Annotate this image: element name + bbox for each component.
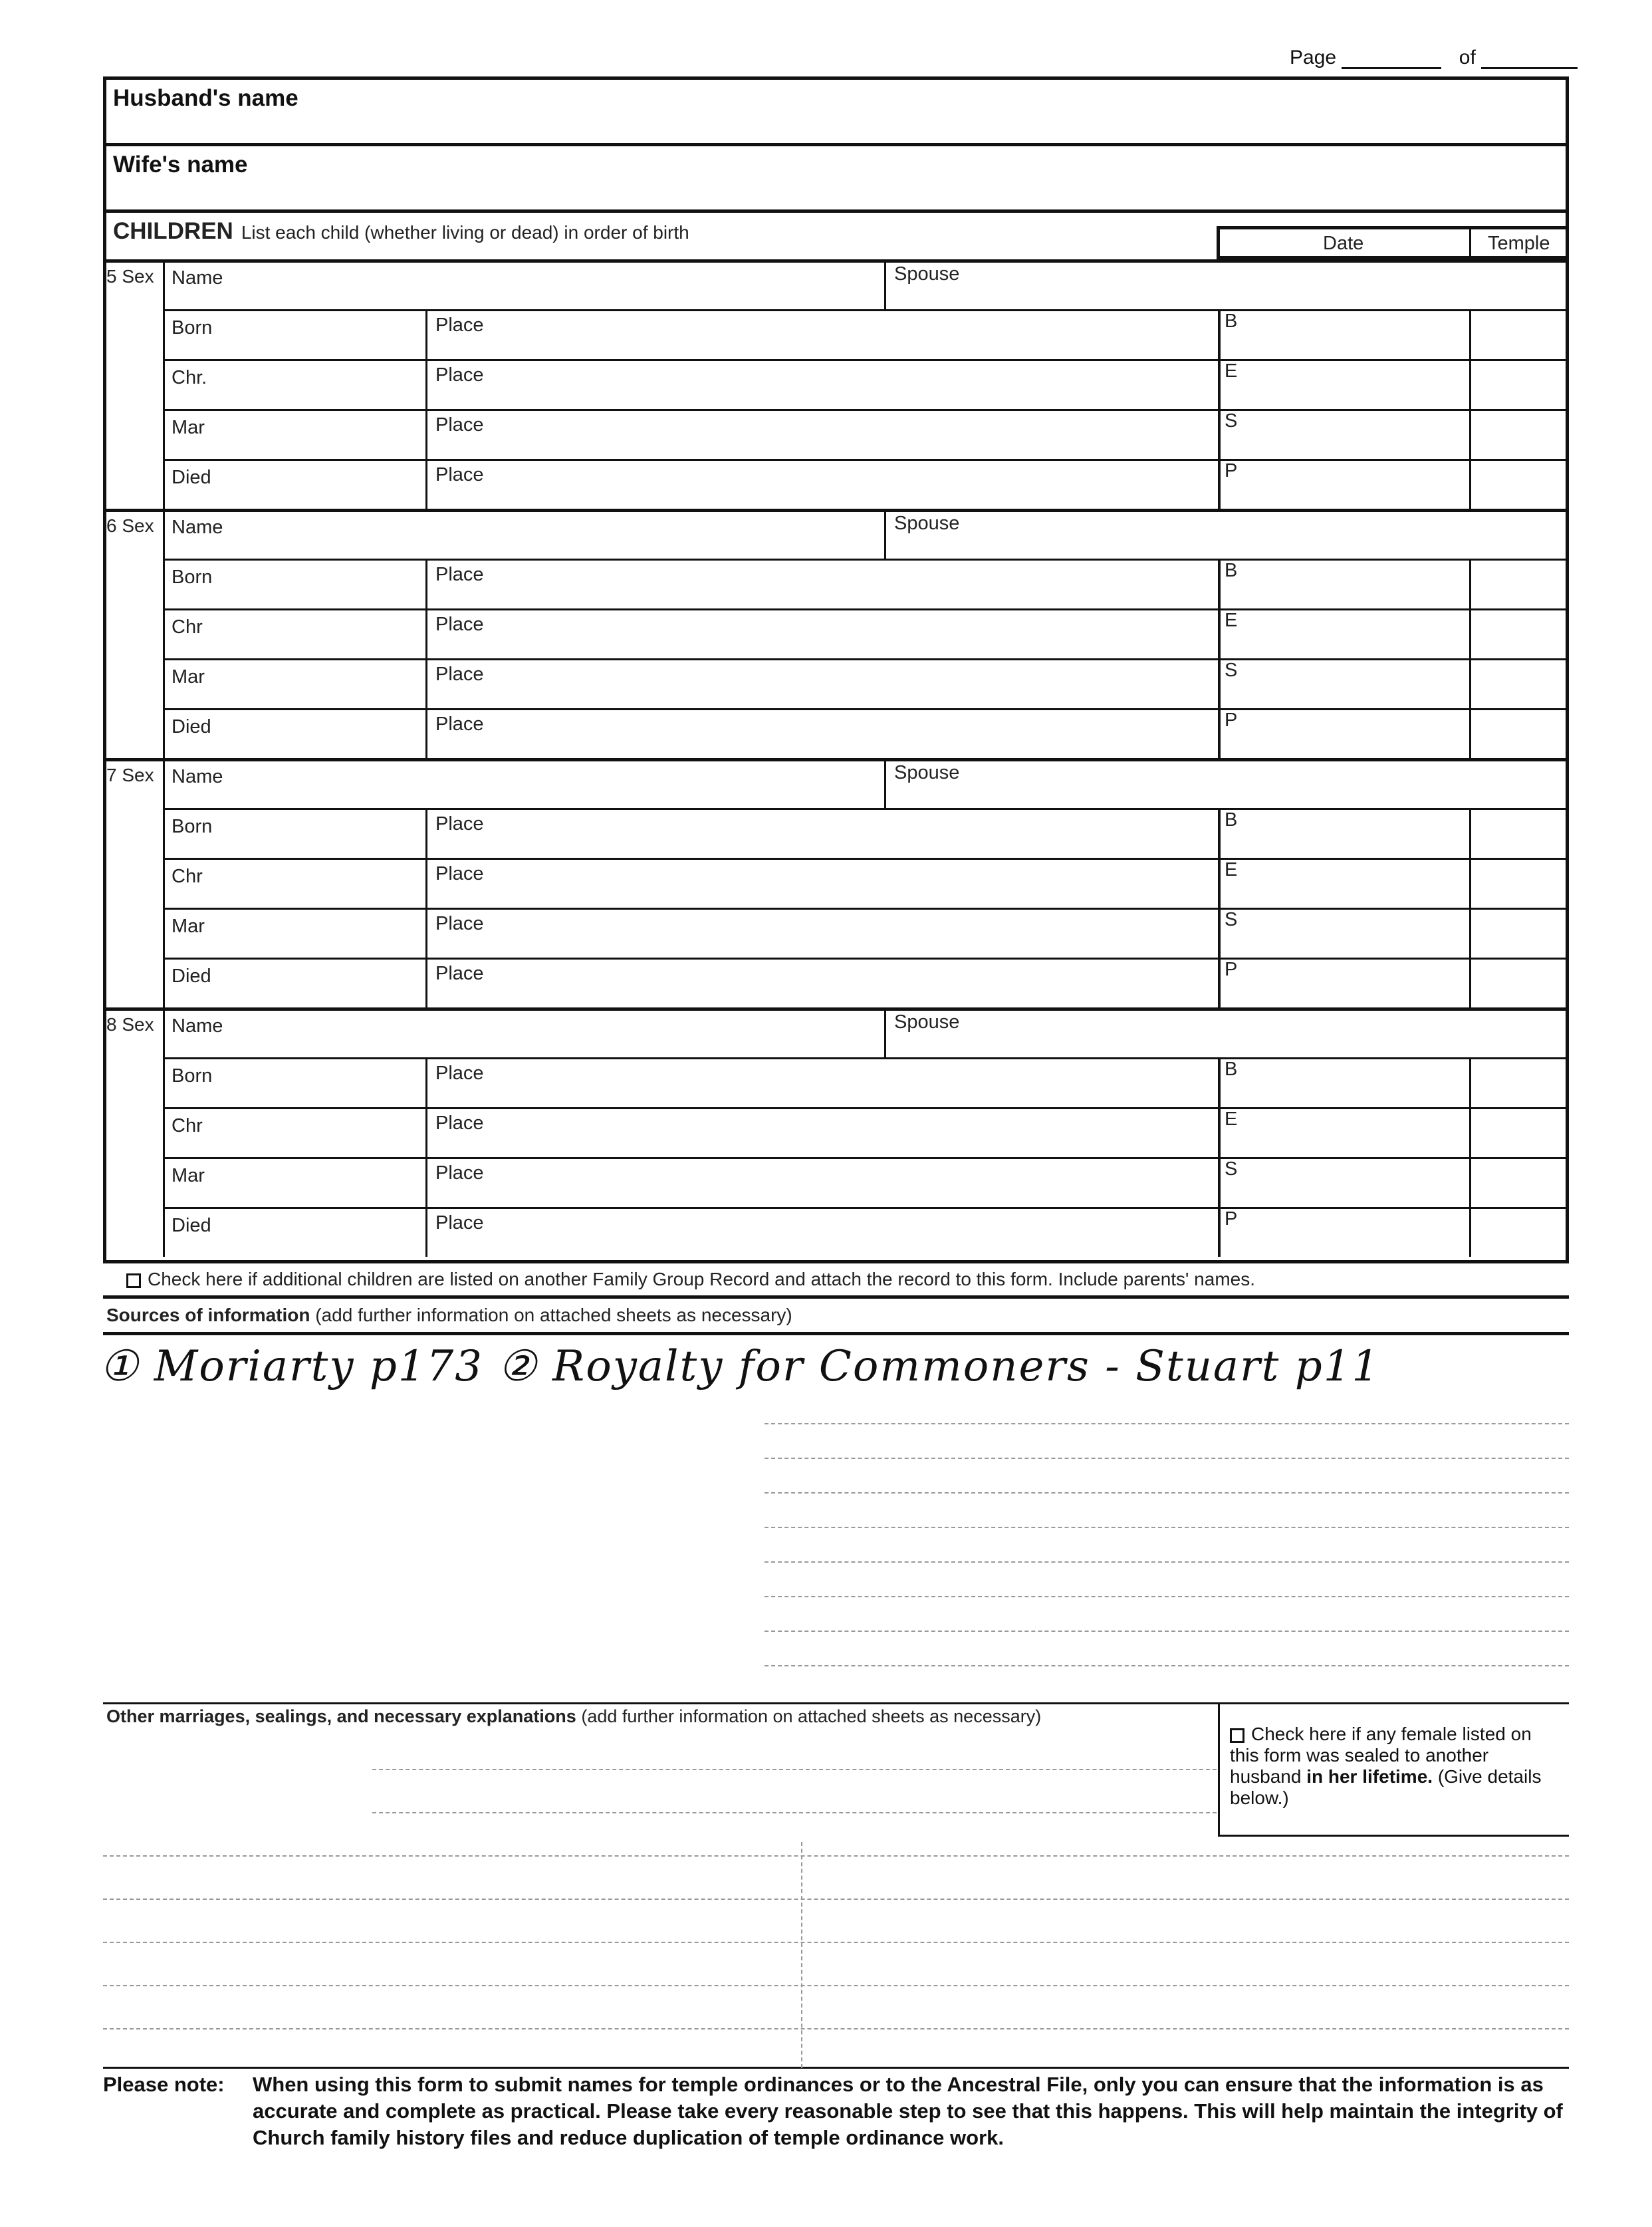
divider bbox=[163, 509, 165, 559]
ruled-line bbox=[372, 1769, 1217, 1770]
event-label: Chr bbox=[172, 866, 203, 887]
ruled-line bbox=[765, 1665, 1569, 1666]
page-number-field bbox=[1290, 47, 1578, 69]
child-number: 8 bbox=[106, 1014, 117, 1035]
place-label: Place bbox=[435, 614, 484, 635]
additional-children-checkbox[interactable] bbox=[126, 1273, 141, 1288]
ruled-line bbox=[765, 1527, 1569, 1528]
place-label: Place bbox=[435, 1212, 484, 1234]
place-label: Place bbox=[435, 1113, 484, 1134]
spouse-label: Spouse bbox=[894, 263, 960, 285]
divider bbox=[163, 559, 1569, 561]
female-sealed-check[interactable] bbox=[1230, 1724, 1562, 1809]
child-name-label: Name bbox=[172, 517, 223, 538]
ordinance-letter: S bbox=[1225, 1158, 1238, 1180]
ruled-line bbox=[103, 1855, 1569, 1857]
page-number-blank[interactable] bbox=[1342, 67, 1441, 69]
divider bbox=[163, 858, 1569, 860]
divider bbox=[163, 459, 1569, 461]
ruled-line bbox=[765, 1561, 1569, 1563]
place-label: Place bbox=[435, 1162, 484, 1184]
sex-label: Sex bbox=[122, 515, 154, 536]
event-label: Mar bbox=[172, 666, 205, 688]
sources-hint: (add further information on attached sheets as necessary) bbox=[315, 1305, 792, 1325]
divider bbox=[163, 708, 1569, 710]
child-name-label: Name bbox=[172, 267, 223, 289]
event-label: Chr bbox=[172, 1115, 203, 1136]
page-label: Page bbox=[1290, 47, 1337, 68]
divider bbox=[103, 1295, 1569, 1299]
divider bbox=[163, 608, 1569, 610]
divider bbox=[163, 1157, 1569, 1159]
divider bbox=[163, 908, 1569, 910]
divider bbox=[884, 259, 886, 309]
ordinance-letter: B bbox=[1225, 560, 1238, 581]
child-number-sex bbox=[106, 266, 154, 287]
children-heading bbox=[113, 218, 689, 245]
divider bbox=[103, 259, 1569, 263]
date-column-header: Date bbox=[1323, 233, 1364, 254]
wife-name-label: Wife's name bbox=[113, 152, 248, 178]
ordinance-letter: S bbox=[1225, 909, 1238, 930]
event-label: Died bbox=[172, 966, 211, 987]
child-number-sex bbox=[106, 515, 154, 537]
ruled-line bbox=[372, 1812, 1217, 1813]
other-marriages-label: Other marriages, sealings, and necessary explanations bbox=[106, 1706, 576, 1726]
event-label: Mar bbox=[172, 1165, 205, 1186]
ruled-line bbox=[103, 2028, 1569, 2030]
child-name-label: Name bbox=[172, 766, 223, 787]
female-sealed-bold: in her lifetime. bbox=[1306, 1766, 1433, 1787]
ordinance-letter: B bbox=[1225, 311, 1238, 332]
ordinance-letter: E bbox=[1225, 610, 1238, 631]
ruled-line bbox=[103, 1942, 1569, 1943]
please-note-head: Please note: bbox=[103, 2073, 225, 2096]
divider bbox=[884, 758, 886, 808]
divider bbox=[163, 658, 1569, 660]
sex-label: Sex bbox=[122, 266, 154, 287]
place-label: Place bbox=[435, 464, 484, 485]
sources-heading bbox=[106, 1305, 792, 1326]
ordinance-letter: E bbox=[1225, 1109, 1238, 1130]
divider bbox=[103, 509, 1569, 512]
ordinance-letter: E bbox=[1225, 360, 1238, 382]
divider bbox=[103, 1332, 1569, 1335]
event-label: Died bbox=[172, 1215, 211, 1236]
divider bbox=[163, 1107, 1569, 1109]
temple-column-header: Temple bbox=[1488, 233, 1550, 254]
divider bbox=[163, 758, 165, 808]
ordinance-letter: B bbox=[1225, 1059, 1238, 1080]
child-number-sex bbox=[106, 765, 154, 786]
event-label: Born bbox=[172, 1065, 213, 1087]
sex-label: Sex bbox=[122, 1014, 154, 1035]
divider bbox=[163, 1207, 1569, 1209]
divider bbox=[163, 1057, 1569, 1059]
place-label: Place bbox=[435, 664, 484, 685]
ordinance-letter: P bbox=[1225, 959, 1238, 980]
divider bbox=[103, 758, 1569, 761]
divider bbox=[163, 1007, 165, 1057]
additional-children-check[interactable] bbox=[126, 1269, 1255, 1290]
ordinance-letter: B bbox=[1225, 809, 1238, 831]
sources-handwritten: ① Moriarty p173 ② Royalty for Commoners - Stuart p11 bbox=[100, 1342, 1381, 1391]
child-number: 5 bbox=[106, 266, 117, 287]
other-marriages-hint: (add further information on attached sheets as necessary) bbox=[581, 1706, 1042, 1726]
place-label: Place bbox=[435, 863, 484, 884]
divider bbox=[103, 2067, 1569, 2069]
additional-children-text: Check here if additional children are listed on another Family Group Record and attach the record to this form. Include parents' names. bbox=[148, 1269, 1255, 1289]
spouse-label: Spouse bbox=[894, 762, 960, 783]
divider bbox=[1469, 226, 1471, 259]
children-title: CHILDREN bbox=[113, 218, 233, 244]
event-label: Mar bbox=[172, 417, 205, 438]
place-label: Place bbox=[435, 913, 484, 934]
divider bbox=[163, 958, 1569, 960]
place-label: Place bbox=[435, 963, 484, 984]
ordinance-letter: S bbox=[1225, 410, 1238, 432]
ruled-line bbox=[103, 1985, 1569, 1986]
divider bbox=[163, 808, 1569, 810]
child-name-label: Name bbox=[172, 1015, 223, 1037]
ordinance-letter: P bbox=[1225, 460, 1238, 481]
place-label: Place bbox=[435, 564, 484, 585]
event-label: Mar bbox=[172, 916, 205, 937]
event-label: Born bbox=[172, 816, 213, 837]
child-number: 6 bbox=[106, 515, 117, 536]
ruled-line bbox=[765, 1423, 1569, 1424]
event-label: Chr bbox=[172, 616, 203, 638]
ruled-line bbox=[765, 1596, 1569, 1597]
event-label: Born bbox=[172, 317, 213, 338]
ordinance-letter: P bbox=[1225, 710, 1238, 731]
event-label: Chr. bbox=[172, 367, 207, 388]
ordinance-letter: E bbox=[1225, 859, 1238, 880]
page-total-blank[interactable] bbox=[1481, 67, 1578, 69]
place-label: Place bbox=[435, 813, 484, 835]
divider bbox=[884, 1007, 886, 1057]
divider bbox=[163, 359, 1569, 361]
please-note-body: When using this form to submit names for temple ordinances or to the Ancestral File, only you can ensure that the information is as accurate and complete as practical. Please take every reasonable step to see that this happens. This will help maintain the integrity of Church family history files and reduce duplication of temple ordinance work. bbox=[253, 2073, 1563, 2149]
place-label: Place bbox=[435, 315, 484, 336]
event-label: Born bbox=[172, 567, 213, 588]
spouse-label: Spouse bbox=[894, 513, 960, 534]
female-sealed-text: Check here if any female listed on this form was sealed to another husband bbox=[1230, 1724, 1532, 1787]
of-label: of bbox=[1459, 47, 1476, 68]
ordinance-letter: S bbox=[1225, 660, 1238, 681]
divider bbox=[103, 209, 1569, 213]
place-label: Place bbox=[435, 414, 484, 436]
ruled-line bbox=[765, 1631, 1569, 1632]
ruled-line bbox=[103, 1899, 1569, 1900]
event-label: Died bbox=[172, 467, 211, 488]
female-sealed-tail: (Give details below.) bbox=[1230, 1766, 1542, 1808]
other-marriages-heading bbox=[106, 1706, 1041, 1727]
ordinance-letter: P bbox=[1225, 1208, 1238, 1230]
divider bbox=[103, 1007, 1569, 1011]
place-label: Place bbox=[435, 714, 484, 735]
children-subtitle: List each child (whether living or dead) in order of birth bbox=[241, 222, 689, 243]
spouse-label: Spouse bbox=[894, 1011, 960, 1033]
sex-label: Sex bbox=[122, 765, 154, 785]
ruled-line bbox=[765, 1458, 1569, 1459]
place-label: Place bbox=[435, 1063, 484, 1084]
place-label: Place bbox=[435, 364, 484, 386]
divider bbox=[163, 259, 165, 309]
husband-name-label: Husband's name bbox=[113, 85, 298, 111]
female-sealed-checkbox[interactable] bbox=[1230, 1728, 1244, 1743]
divider bbox=[163, 309, 1569, 311]
child-number-sex bbox=[106, 1014, 154, 1035]
ruled-line bbox=[765, 1492, 1569, 1494]
event-label: Died bbox=[172, 716, 211, 737]
divider bbox=[103, 143, 1569, 146]
sources-label: Sources of information bbox=[106, 1305, 310, 1325]
divider bbox=[884, 509, 886, 559]
child-number: 7 bbox=[106, 765, 117, 785]
divider bbox=[801, 1842, 802, 2068]
divider bbox=[163, 409, 1569, 411]
